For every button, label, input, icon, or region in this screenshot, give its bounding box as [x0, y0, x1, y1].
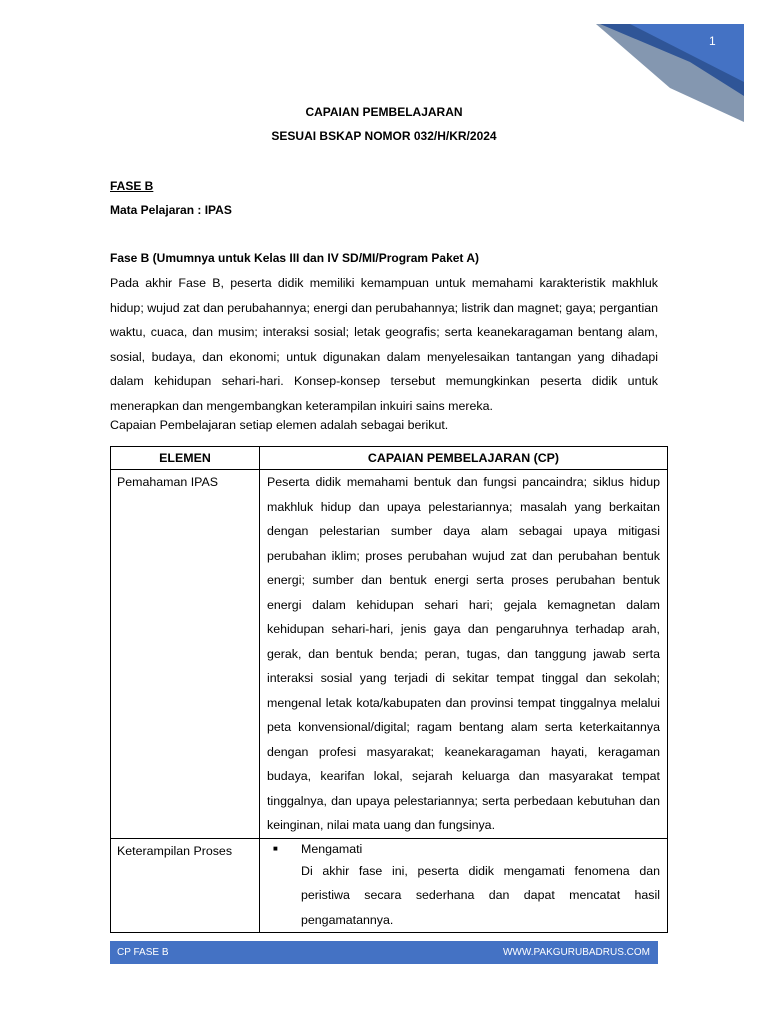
intro-paragraph: Pada akhir Fase B, peserta didik memiliki kemampuan untuk memahami karakteristik makhluk hidup; wujud zat dan perubahannya; energi dan perubahannya; listrik dan magnet; gaya; pergantian waktu, cuaca, dan musim; interaksi sosial; letak geografis; serta keanekaragaman bentang alam, sosial, budaya, dan ekonomi; untuk digunakan dalam menyelesaikan tantangan yang dihadapi dalam kehidupan sehari-hari. Konsep-konsep tersebut memungkinkan peserta didik untuk menerapkan dan mengembangkan keterampilan inkuiri sains mereka. [110, 276, 658, 413]
page-number: 1 [709, 34, 716, 48]
elemen-cell: Keterampilan Proses [111, 838, 260, 933]
cp-table [110, 446, 668, 933]
section-heading: Fase B (Umumnya untuk Kelas III dan IV SD/MI/Program Paket A) [110, 251, 479, 265]
sub-element-title: Mengamati [301, 841, 363, 856]
table-row [111, 838, 668, 933]
elemen-cell: Pemahaman IPAS [111, 470, 260, 839]
header-elemen: ELEMEN [111, 447, 260, 470]
header-cp: CAPAIAN PEMBELAJARAN (CP) [260, 447, 668, 470]
sub-element [267, 839, 660, 859]
fase-label: FASE B [110, 179, 154, 193]
sub-element-description: Di akhir fase ini, peserta didik mengamati fenomena dan peristiwa secara sederhana dan dapat mencatat hasil pengamatannya. [301, 863, 660, 927]
square-bullet-icon: ■ [273, 843, 278, 853]
footer-website: WWW.PAKGURUBADRUS.COM [502, 947, 650, 958]
table-header-row [111, 447, 668, 470]
table-row [111, 470, 668, 839]
elements-intro: Capaian Pembelajaran setiap elemen adalah sebagai berikut. [110, 418, 449, 432]
footer-left-text: CP FASE B [117, 947, 169, 958]
document-subtitle: SESUAI BSKAP NOMOR 032/H/KR/2024 [271, 129, 497, 143]
subject-label: Mata Pelajaran : IPAS [110, 203, 232, 217]
cp-cell: Peserta didik memahami bentuk dan fungsi pancaindra; siklus hidup makhluk hidup dan upaya pelestariannya; masalah yang berkaitan dengan pelestarian sumber daya alam sebagai upaya mitigasi perubahan iklim; proses perubahan wujud zat dan perubahan bentuk energi; sumber dan bentuk energi serta proses perubahan bentuk energi dalam kehidupan sehari hari; gejala kemagnetan dalam kehidupan sehari-hari, jenis gaya dan pengaruhnya terhadap arah, gerak, dan bentuk benda; peran, tugas, dan tanggung jawab serta interaksi sosial yang terjadi di sekitar tempat tinggal dan sekolah; mengenal letak kota/kabupaten dan provinsi tempat tinggalnya melalui peta konvensional/digital; ragam bentang alam serta keterkaitannya dengan profesi masyarakat; keanekaragaman hayati, keragaman budaya, kearifan lokal, sejarah keluarga dan masyarakat tempat tinggalnya, dan upaya pelestariannya; serta perbedaan kebutuhan dan keinginan, nilai mata uang dan fungsinya. [260, 470, 668, 839]
cp-cell [260, 838, 668, 933]
document-title: CAPAIAN PEMBELAJARAN [305, 105, 463, 119]
page-footer [110, 941, 658, 964]
